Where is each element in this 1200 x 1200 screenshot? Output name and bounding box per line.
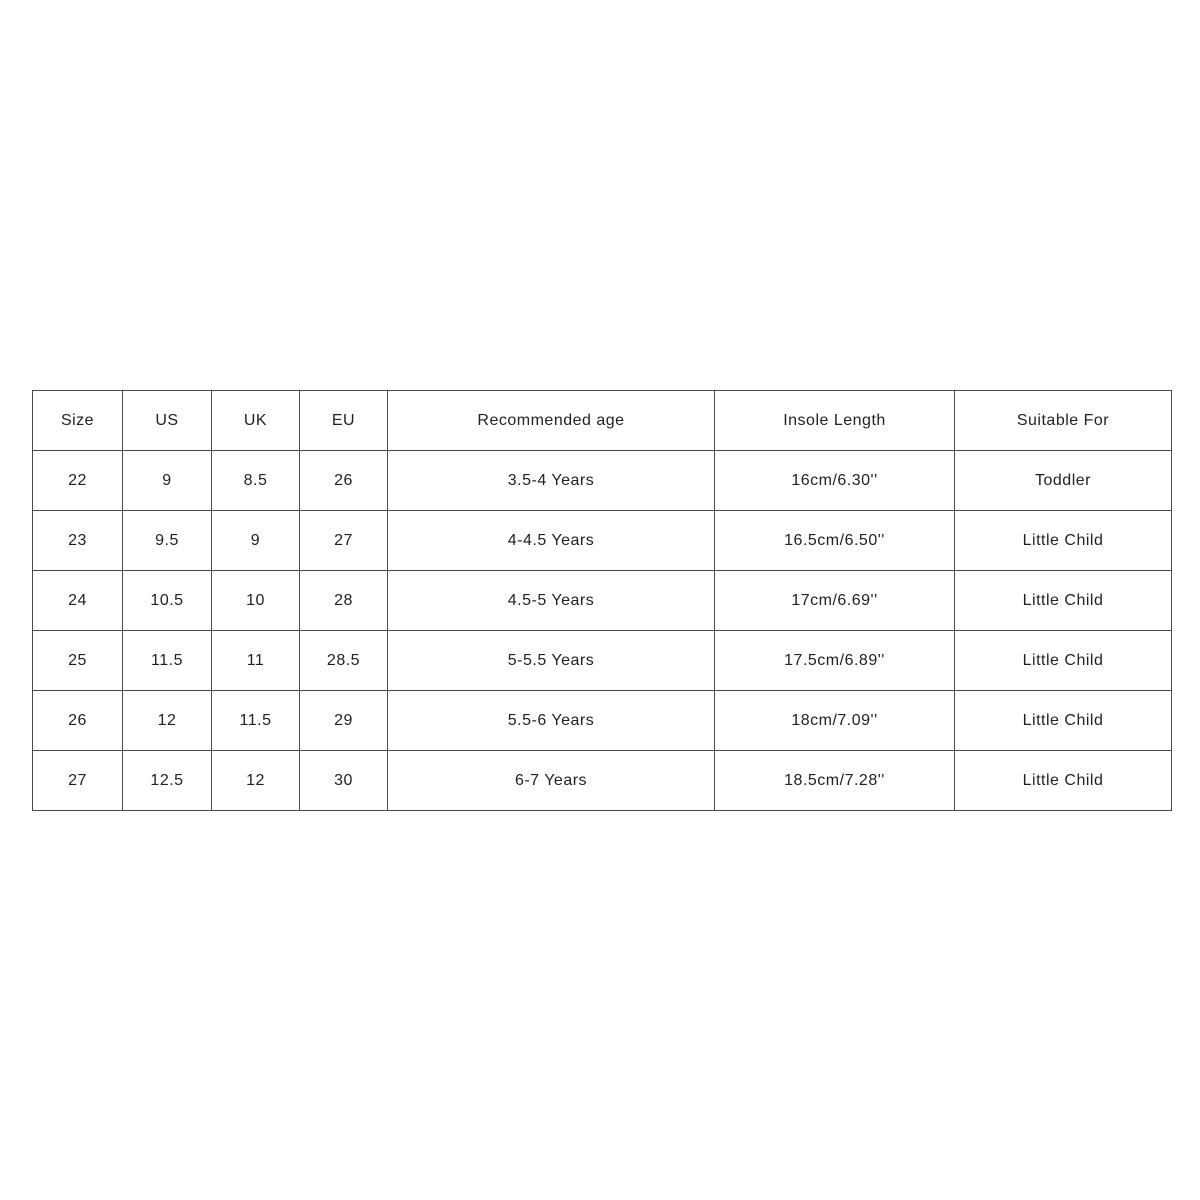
cell-size: 27 xyxy=(33,751,123,811)
cell-size: 23 xyxy=(33,511,123,571)
cell-us: 12.5 xyxy=(123,751,212,811)
cell-suitable-for: Little Child xyxy=(955,691,1172,751)
cell-recommended-age: 5-5.5 Years xyxy=(388,631,715,691)
cell-eu: 26 xyxy=(300,451,388,511)
cell-size: 22 xyxy=(33,451,123,511)
cell-eu: 28.5 xyxy=(300,631,388,691)
cell-suitable-for: Little Child xyxy=(955,631,1172,691)
table-row xyxy=(33,511,1172,571)
cell-recommended-age: 6-7 Years xyxy=(388,751,715,811)
header-cell-insole-length: Insole Length xyxy=(715,391,955,451)
cell-us: 12 xyxy=(123,691,212,751)
cell-uk: 10 xyxy=(212,571,300,631)
table-header-row xyxy=(33,391,1172,451)
cell-eu: 30 xyxy=(300,751,388,811)
cell-uk: 11 xyxy=(212,631,300,691)
cell-insole-length: 17.5cm/6.89'' xyxy=(715,631,955,691)
cell-uk: 9 xyxy=(212,511,300,571)
cell-eu: 27 xyxy=(300,511,388,571)
table-row xyxy=(33,571,1172,631)
cell-suitable-for: Toddler xyxy=(955,451,1172,511)
table-row xyxy=(33,691,1172,751)
cell-size: 24 xyxy=(33,571,123,631)
header-cell-suitable-for: Suitable For xyxy=(955,391,1172,451)
cell-us: 11.5 xyxy=(123,631,212,691)
cell-uk: 8.5 xyxy=(212,451,300,511)
cell-us: 9.5 xyxy=(123,511,212,571)
cell-uk: 11.5 xyxy=(212,691,300,751)
cell-suitable-for: Little Child xyxy=(955,511,1172,571)
cell-insole-length: 16.5cm/6.50'' xyxy=(715,511,955,571)
size-table xyxy=(32,390,1172,811)
table-row xyxy=(33,751,1172,811)
header-cell-recommended-age: Recommended age xyxy=(388,391,715,451)
header-cell-eu: EU xyxy=(300,391,388,451)
cell-us: 9 xyxy=(123,451,212,511)
cell-eu: 29 xyxy=(300,691,388,751)
cell-suitable-for: Little Child xyxy=(955,571,1172,631)
cell-eu: 28 xyxy=(300,571,388,631)
table-row xyxy=(33,631,1172,691)
cell-size: 25 xyxy=(33,631,123,691)
size-chart xyxy=(32,390,1171,811)
cell-recommended-age: 4.5-5 Years xyxy=(388,571,715,631)
cell-us: 10.5 xyxy=(123,571,212,631)
cell-recommended-age: 3.5-4 Years xyxy=(388,451,715,511)
cell-uk: 12 xyxy=(212,751,300,811)
cell-recommended-age: 4-4.5 Years xyxy=(388,511,715,571)
header-cell-size: Size xyxy=(33,391,123,451)
cell-insole-length: 16cm/6.30'' xyxy=(715,451,955,511)
cell-insole-length: 18cm/7.09'' xyxy=(715,691,955,751)
cell-size: 26 xyxy=(33,691,123,751)
cell-suitable-for: Little Child xyxy=(955,751,1172,811)
header-cell-uk: UK xyxy=(212,391,300,451)
cell-recommended-age: 5.5-6 Years xyxy=(388,691,715,751)
cell-insole-length: 18.5cm/7.28'' xyxy=(715,751,955,811)
header-cell-us: US xyxy=(123,391,212,451)
table-row xyxy=(33,451,1172,511)
cell-insole-length: 17cm/6.69'' xyxy=(715,571,955,631)
